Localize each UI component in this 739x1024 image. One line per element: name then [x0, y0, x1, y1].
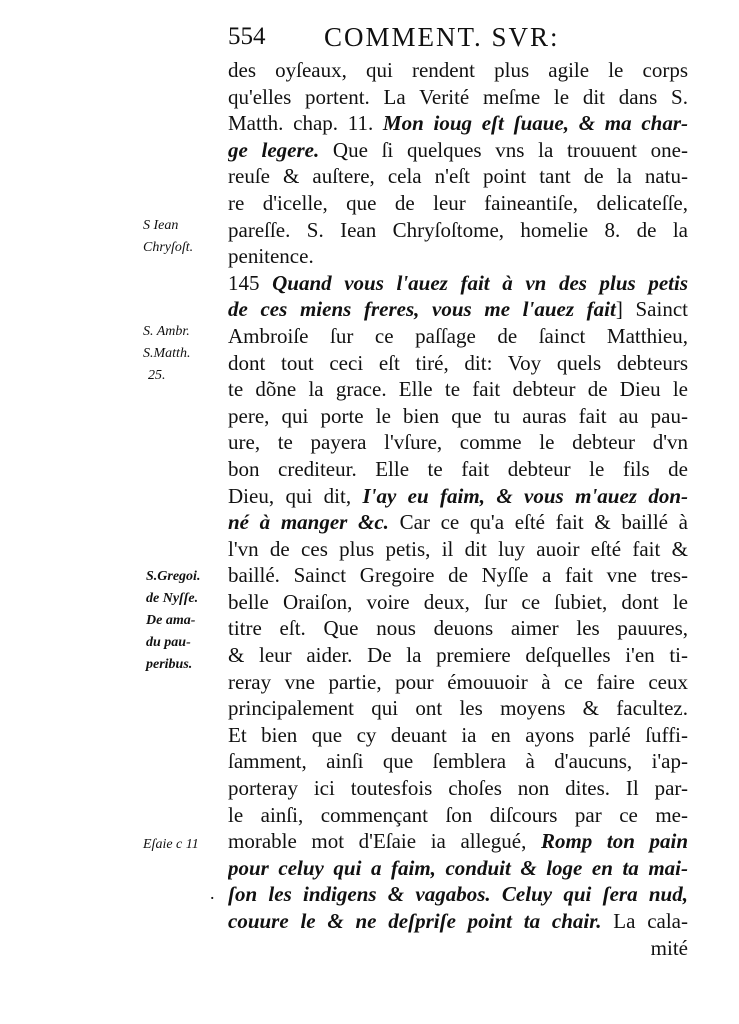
- text-line: [228, 536, 688, 563]
- text-segment: te dõne la grace. Elle te fait debteur de Dieu le: [228, 377, 688, 402]
- page-number: 554: [228, 23, 266, 50]
- text-segment: re d'icelle, que de leur faineantiſe, delicateſſe,: [228, 190, 688, 215]
- text-segment: des oyſeaux, qui rendent plus agile le corps: [228, 58, 688, 82]
- margin-note-ambrose-2: S.Matth.: [143, 346, 191, 361]
- text-segment: Ambroiſe ſur ce paſſage de ſainct Matthieu,: [228, 323, 688, 348]
- margin-note-chrysostom-1: S Iean: [143, 218, 179, 233]
- text-line: [228, 323, 688, 350]
- text-line: [228, 881, 688, 908]
- text-line: [228, 137, 688, 164]
- text-segment: Car ce qu'a eſté fait & baillé à: [388, 510, 688, 535]
- text-line: [228, 908, 688, 935]
- text-line: [228, 802, 688, 829]
- italic-text-segment: I'ay eu faim, & vous m'auez don-: [362, 483, 688, 508]
- text-segment: l'vn de ces plus petis, il dit luy auoir eſté fait &: [228, 536, 688, 561]
- text-segment: titre eſt. Que nous deuons aimer les pauures,: [228, 616, 688, 641]
- text-line: [228, 828, 688, 855]
- text-line: [228, 163, 688, 190]
- text-segment: qu'elles portent. La Verité meſme le dit dans S.: [228, 84, 688, 109]
- text-line: [228, 509, 688, 536]
- text-segment: reray vne partie, pour émouuoir à ce faire ceux: [228, 669, 688, 694]
- running-title: COMMENT. SVR:: [324, 22, 560, 52]
- text-segment: porteray ici toutesfois choſes non dites. Il par-: [228, 776, 688, 801]
- text-line: [228, 642, 688, 669]
- text-segment: & leur aider. De la premiere deſquelles i'en ti-: [228, 643, 688, 668]
- text-line: [228, 748, 688, 775]
- text-line: [228, 403, 688, 430]
- text-segment: baillé. Sainct Gregoire de Nyſſe a fait vne tres-: [228, 563, 688, 588]
- text-line: [228, 376, 688, 403]
- text-line: [228, 243, 688, 270]
- text-segment: ] Sainct: [615, 297, 688, 322]
- italic-text-segment: Romp ton pain: [540, 829, 688, 854]
- text-segment: La cala-: [601, 909, 688, 933]
- margin-dot: .: [210, 883, 215, 903]
- italic-text-segment: Mon ioug eſt ſuaue, & ma char-: [382, 111, 688, 136]
- margin-note-gregory-5: peribus.: [146, 657, 193, 672]
- margin-note-chrysostom-2: Chryſoſt.: [143, 240, 194, 255]
- text-segment: pareſſe. S. Iean Chryſoſtome, homelie 8. de la: [228, 217, 688, 242]
- italic-text-segment: né à manger &c.: [228, 510, 389, 535]
- margin-note-gregory-3: De ama-: [146, 613, 196, 628]
- text-line: [228, 695, 688, 722]
- italic-text-segment: de ces miens freres, vous me l'auez fait: [228, 297, 616, 322]
- margin-note-ambrose-3: 25.: [148, 368, 166, 383]
- text-line: [228, 296, 688, 323]
- text-segment: pere, qui porte le bien que tu auras fait au pau-: [228, 403, 688, 428]
- margin-note-gregory-1: S.Gregoi.: [146, 569, 201, 584]
- text-line: [228, 615, 688, 642]
- text-line: [228, 217, 688, 244]
- margin-note-ambrose-1: S. Ambr.: [143, 324, 190, 339]
- text-line: [228, 456, 688, 483]
- text-segment: principalement qui ont les moyens & facultez.: [228, 696, 688, 721]
- running-head: [222, 20, 622, 54]
- margin-note-gregory-2: de Nyſſe.: [146, 591, 199, 606]
- text-line: [228, 562, 688, 589]
- main-text: [228, 57, 688, 961]
- text-segment: dont tout ceci eſt tiré, dit: Voy quels debteurs: [228, 350, 688, 375]
- text-segment: 145: [228, 270, 273, 295]
- margin-note-gregory-4: du pau-: [146, 635, 191, 650]
- text-segment: Et bien que cy deuant ia en ayons parlé ſuffi-: [228, 722, 688, 747]
- text-segment: morable mot d'Eſaie ia allegué,: [228, 829, 541, 854]
- text-line: [228, 589, 688, 616]
- text-segment: Matth. chap. 11.: [228, 111, 383, 136]
- text-line: [228, 429, 688, 456]
- text-segment: Dieu, qui dit,: [228, 483, 363, 508]
- text-line: [228, 270, 688, 297]
- text-line: [228, 855, 688, 882]
- text-line: [228, 84, 688, 111]
- text-segment: ſamment, ainſi que ſemblera à d'aucuns, i'ap-: [228, 749, 688, 774]
- text-line: [228, 190, 688, 217]
- italic-text-segment: pour celuy qui a faim, conduit & loge en ta mai-: [228, 855, 688, 880]
- text-line: [228, 350, 688, 377]
- text-segment: le ainſi, commençant ſon diſcours par ce me-: [228, 802, 688, 827]
- text-segment: bon crediteur. Elle te fait debteur le fils de: [228, 456, 688, 481]
- text-line: [228, 722, 688, 749]
- margin-note-isaiah: Eſaie c 11: [143, 837, 199, 852]
- italic-text-segment: Quand vous l'auez fait à vn des plus petis: [272, 270, 688, 295]
- italic-text-segment: ſon les indigens & vagabos.: [228, 882, 491, 907]
- italic-text-segment: Celuy qui ſera nud,: [490, 882, 688, 907]
- text-segment: penitence.: [228, 244, 314, 269]
- text-line: [228, 483, 688, 510]
- italic-text-segment: ge legere.: [228, 137, 320, 162]
- text-segment: belle Oraiſon, voire deux, ſur ce ſubiet, dont le: [228, 589, 688, 614]
- text-line: [228, 57, 688, 84]
- text-line: [228, 775, 688, 802]
- text-segment: reuſe & auſtere, cela n'eſt point tant de la natu-: [228, 164, 688, 189]
- text-segment: Que ſi quelques vns la trouuent one-: [319, 137, 688, 162]
- italic-text-segment: couure le & ne deſpriſe point ta chair.: [228, 909, 602, 933]
- text-line: [228, 669, 688, 696]
- text-segment: ure, te payera l'vſure, comme le debteur d'vn: [228, 430, 688, 455]
- text-line: [228, 110, 688, 137]
- catchword: mité: [650, 935, 688, 960]
